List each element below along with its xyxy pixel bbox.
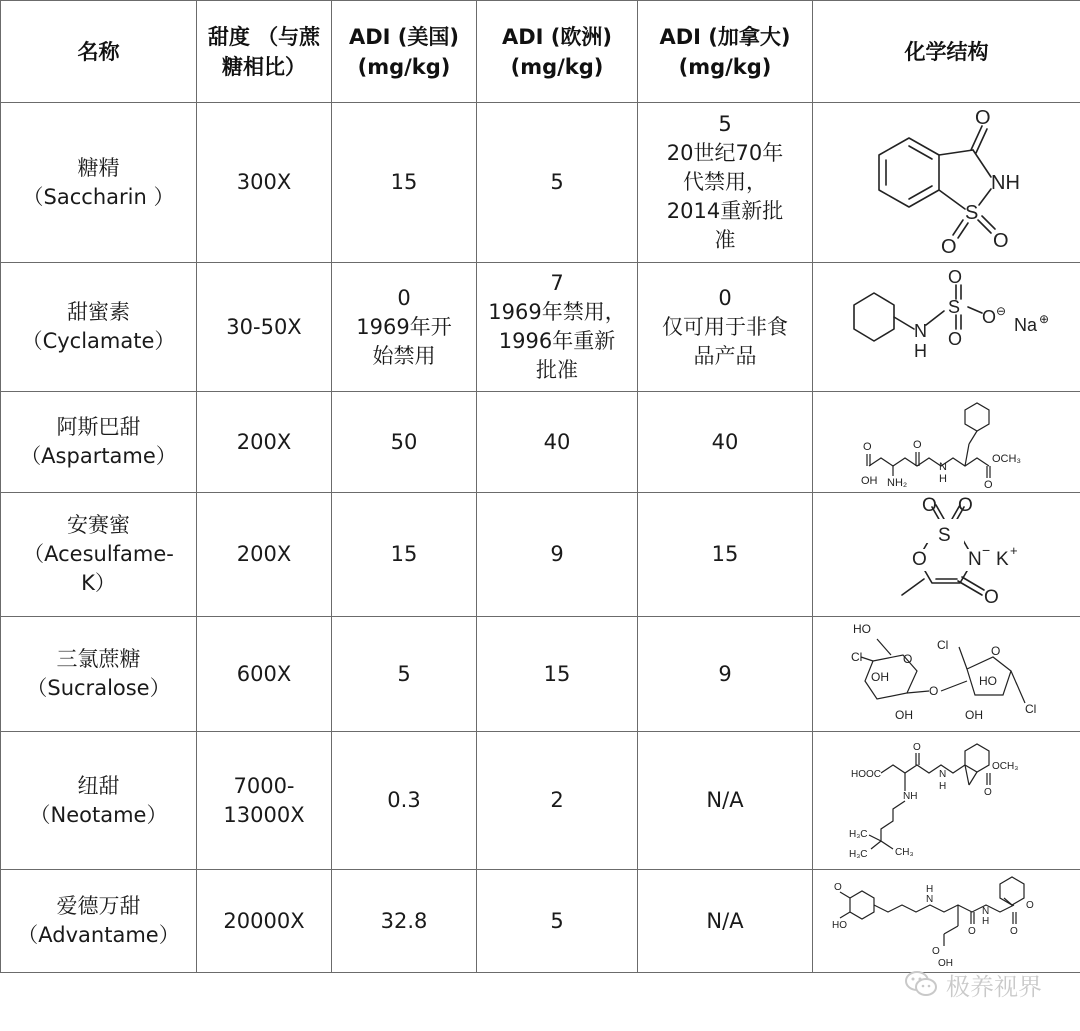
atom-h: H [925, 884, 933, 895]
adi-us-cell: 0.3 [332, 732, 477, 870]
atom-n: N [938, 768, 946, 780]
charge-minus: ⊖ [995, 304, 1006, 318]
atom-o: O [981, 307, 996, 327]
watermark [904, 964, 1042, 1004]
atom-o: O [947, 329, 962, 349]
atom-oh: OH [860, 475, 877, 487]
header-adi-us: ADI (美国) (mg/kg) [332, 1, 477, 103]
atom-h: H [913, 341, 927, 361]
name-en: （Advantame） [17, 923, 180, 947]
atom-s: S [964, 201, 978, 224]
atom-oh: OH [964, 708, 983, 722]
atom-oh: OH [894, 708, 913, 722]
name-cell [1, 870, 197, 973]
sweetness-cell: 7000- 13000X [197, 732, 332, 870]
atom-s: S [947, 297, 960, 317]
table-row [1, 493, 1080, 617]
atom-h3c: H₃C [848, 848, 868, 860]
atom-och3: OCH₃ [991, 760, 1018, 772]
adi-us-cell: 15 [332, 103, 477, 263]
atom-n: N [981, 906, 989, 917]
name-en: （Acesulfame- K） [23, 542, 174, 595]
adi-ca-cell: N/A [638, 870, 813, 973]
atom-cl: Cl [850, 650, 862, 664]
header-structure: 化学结构 [813, 1, 1080, 103]
acesulfame-k-structure [862, 497, 1032, 613]
header-adi-ca: ADI (加拿大) (mg/kg) [638, 1, 813, 103]
adi-eu-cell: 5 [477, 870, 638, 973]
charge-plus: + [1009, 542, 1018, 558]
atom-oh: OH [870, 670, 889, 684]
atom-o: O [1009, 926, 1018, 937]
atom-nh: NH [990, 171, 1020, 194]
atom-hooc: HOOC [850, 768, 881, 780]
atom-ho: HO [978, 674, 997, 688]
sweetness-cell: 30-50X [197, 263, 332, 392]
table-row [1, 103, 1080, 263]
atom-o: O [931, 946, 940, 957]
atom-h: H [938, 473, 947, 485]
atom-o: O [983, 479, 993, 490]
name-cn: 纽甜 [77, 773, 120, 798]
adi-eu-cell: 5 [477, 103, 638, 263]
adi-eu-cell: 15 [477, 617, 638, 732]
aspartame-structure [847, 394, 1047, 490]
atom-oh: OH [937, 958, 953, 969]
name-cell [1, 392, 197, 493]
sucralose-structure [847, 619, 1047, 729]
atom-n: N [925, 894, 933, 905]
atom-h: H [981, 916, 989, 927]
atom-n: N [938, 461, 947, 473]
name-cell [1, 617, 197, 732]
adi-eu-cell: 7 1969年禁用， 1996年重新 批准 [477, 263, 638, 392]
adi-eu-cell: 9 [477, 493, 638, 617]
sweetness-cell: 600X [197, 617, 332, 732]
name-cell [1, 493, 197, 617]
atom-o: O [928, 684, 938, 698]
header-adi-eu: ADI (欧洲) (mg/kg) [477, 1, 638, 103]
watermark-text: 极养视界 [946, 972, 1042, 1001]
atom-o: O [940, 235, 957, 258]
header-name: 名称 [1, 1, 197, 103]
header-sweetness-text: 甜度 （与蔗糖相比） [207, 24, 321, 79]
atom-o: O [957, 496, 973, 516]
structure-cell [813, 870, 1080, 973]
adi-ca-cell: 15 [638, 493, 813, 617]
atom-ho: HO [831, 920, 847, 931]
atom-na: Na [1013, 315, 1037, 335]
atom-o: O [912, 741, 921, 753]
structure-cell [813, 392, 1080, 493]
atom-n: N [967, 548, 982, 570]
atom-s: S [937, 524, 951, 546]
table-row [1, 392, 1080, 493]
charge-plus: ⊕ [1038, 312, 1049, 326]
sweetness-cell: 300X [197, 103, 332, 263]
atom-o: O [921, 496, 937, 516]
name-cell [1, 263, 197, 392]
name-en: （Neotame） [29, 802, 168, 827]
name-cn: 爱德万甜 [56, 894, 141, 918]
adi-ca-cell: N/A [638, 732, 813, 870]
adi-ca-cell: 9 [638, 617, 813, 732]
name-en: （Cyclamate） [21, 329, 176, 353]
atom-h: H [938, 780, 946, 792]
atom-o: O [902, 652, 912, 666]
advantame-structure [832, 872, 1062, 970]
wechat-icon [904, 970, 938, 998]
structure-cell [813, 617, 1080, 732]
structure-cell [813, 732, 1080, 870]
name-cn: 阿斯巴甜 [56, 415, 141, 439]
atom-n: N [913, 321, 927, 341]
atom-o: O [862, 441, 872, 453]
sweetness-cell: 200X [197, 493, 332, 617]
table-row [1, 263, 1080, 392]
neotame-structure [847, 737, 1047, 865]
adi-eu-cell: 2 [477, 732, 638, 870]
table-row [1, 870, 1080, 973]
structure-cell [813, 493, 1080, 617]
atom-nh2: NH₂ [886, 477, 907, 489]
atom-o: O [1025, 900, 1034, 911]
atom-o: O [833, 882, 842, 893]
adi-us-cell: 32.8 [332, 870, 477, 973]
adi-ca-cell: 0 仅可用于非食 品产品 [638, 263, 813, 392]
adi-ca-cell: 40 [638, 392, 813, 493]
name-cell [1, 103, 197, 263]
atom-o: O [912, 439, 922, 451]
header-sweetness [197, 1, 332, 103]
atom-o: O [990, 644, 1000, 658]
name-cn: 三氯蔗糖 [56, 647, 141, 671]
atom-o: O [974, 106, 991, 129]
name-cn: 糖精 [77, 155, 120, 180]
atom-k: K [995, 548, 1009, 570]
name-cell [1, 732, 197, 870]
structure-cell [813, 103, 1080, 263]
adi-us-cell: 15 [332, 493, 477, 617]
adi-ca-cell: 5 20世纪70年 代禁用， 2014重新批 准 [638, 103, 813, 263]
sweetness-cell: 200X [197, 392, 332, 493]
atom-h3c: H₃C [848, 828, 868, 840]
name-en: （Aspartame） [20, 444, 177, 468]
atom-och3: OCH₃ [991, 453, 1021, 465]
atom-ho: HO [852, 622, 871, 636]
atom-ch3: CH₃ [894, 846, 914, 858]
structure-cell [813, 263, 1080, 392]
adi-eu-cell: 40 [477, 392, 638, 493]
atom-o: O [983, 786, 992, 798]
atom-o: O [967, 926, 976, 937]
name-en: （Saccharin ） [22, 184, 175, 209]
atom-cl: Cl [936, 638, 948, 652]
saccharin-structure [857, 107, 1037, 259]
adi-us-cell: 50 [332, 392, 477, 493]
cyclamate-structure [832, 267, 1062, 387]
table-row [1, 617, 1080, 732]
atom-cl: Cl [1024, 702, 1036, 716]
header-row [1, 1, 1080, 103]
name-cn: 甜蜜素 [67, 300, 130, 324]
name-cn: 安赛蜜 [67, 513, 130, 537]
adi-us-cell: 0 1969年开 始禁用 [332, 263, 477, 392]
atom-nh: NH [902, 790, 917, 802]
charge-minus: − [981, 541, 990, 558]
atom-o: O [911, 548, 927, 570]
name-en: （Sucralose） [26, 676, 171, 700]
table-row [1, 732, 1080, 870]
atom-o: O [992, 229, 1009, 252]
sweetness-cell: 20000X [197, 870, 332, 973]
atom-o: O [947, 267, 962, 287]
atom-o: O [983, 586, 999, 608]
adi-us-cell: 5 [332, 617, 477, 732]
